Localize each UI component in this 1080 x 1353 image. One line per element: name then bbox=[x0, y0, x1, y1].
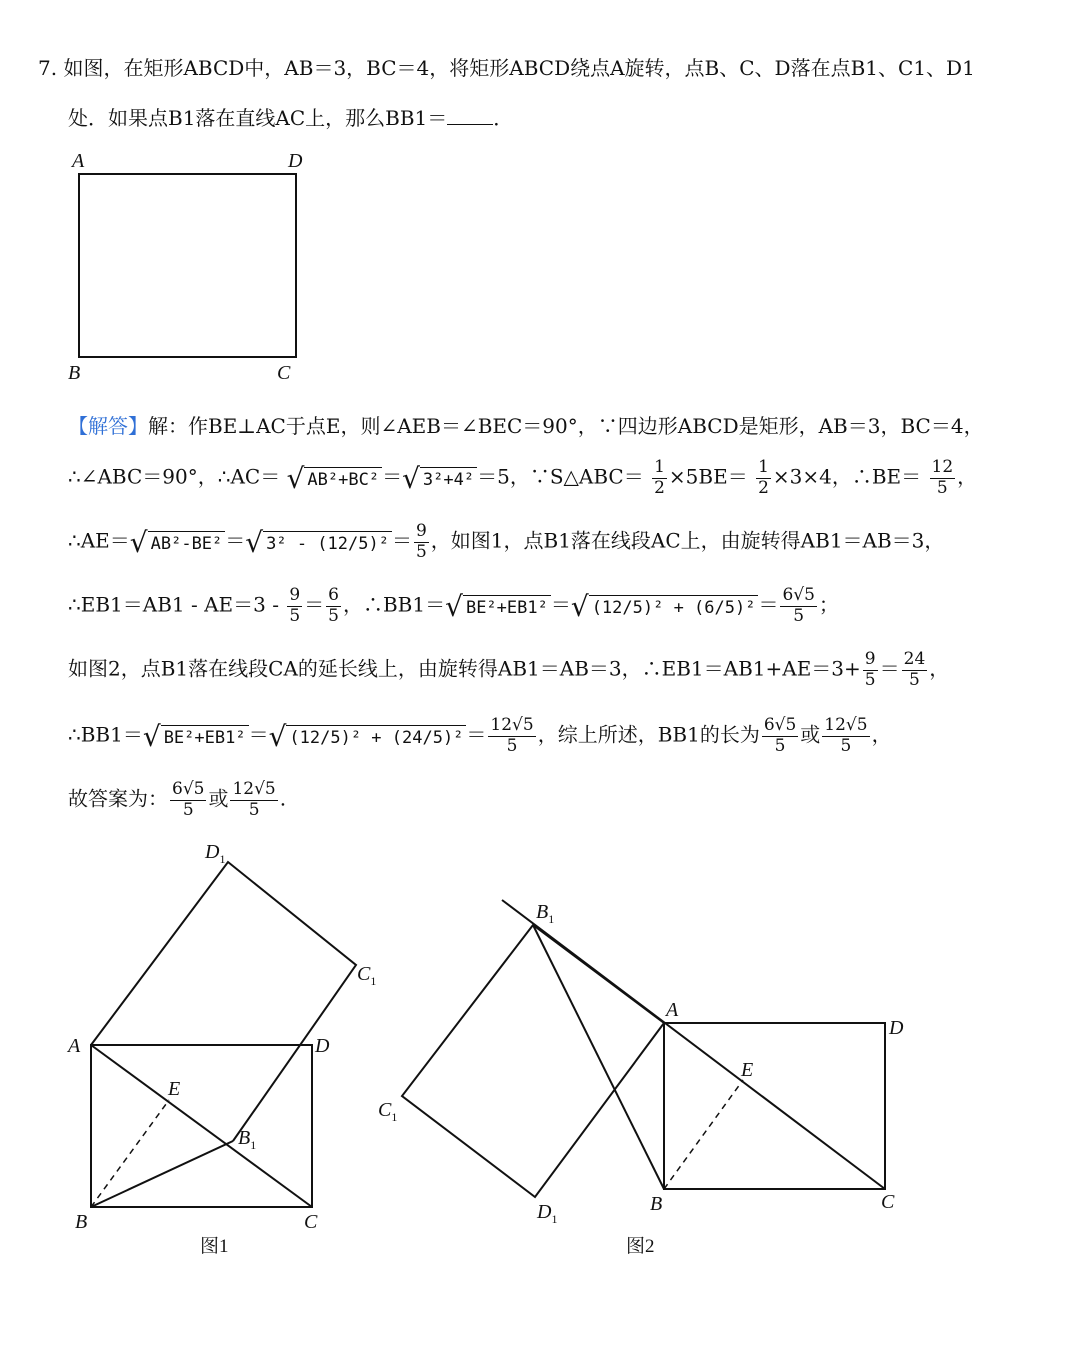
solution-text-2c: ×5BE＝ bbox=[668, 464, 748, 489]
answer-blank bbox=[447, 106, 493, 125]
segment-be-fig1 bbox=[91, 1100, 169, 1207]
sqrt-3-4: √ 3²+4² bbox=[402, 462, 477, 495]
question-number: 7. bbox=[38, 56, 58, 80]
fig2-label-c1: $C_1$ bbox=[378, 1099, 398, 1124]
solution-text-2d: ×3×4，∴BE＝ bbox=[772, 464, 922, 489]
question-stem-2: 处．如果点B1落在直线AC上，那么BB1＝ bbox=[68, 106, 448, 130]
fig1-caption: 图1 bbox=[200, 1236, 229, 1257]
solution-text-1: 解：作BE⊥AC于点E，则∠AEB＝∠BEC＝90°，∵四边形ABCD是矩形，AB＝3，BC＝4， bbox=[148, 414, 984, 438]
solution-line-6: ∴BB1＝√ BE²+EB1² ＝√ (12/5)² + (24/5)² ＝ $\frac{12√5}{5}$ ，综上所述，BB1的长为 $\frac{6√5}{5}$ 或 $\frac{12√5}{5}$ ， bbox=[68, 715, 892, 756]
fraction-ans1: $\frac{6√5}{5}$ bbox=[782, 585, 815, 626]
label-c: C bbox=[277, 362, 291, 384]
solution-text-2a: ∴∠ABC＝90°，∴AC＝ bbox=[68, 464, 281, 489]
solution-text-4a: ∴EB1＝AB1 - AE＝3 - bbox=[68, 592, 279, 617]
solution-line-1 bbox=[68, 410, 984, 439]
label-a: A bbox=[72, 150, 85, 172]
fig2-label-e: E bbox=[741, 1059, 754, 1081]
solution-text-3a: ∴AE＝ bbox=[68, 528, 130, 553]
rect-ab1c1d1-fig2 bbox=[402, 925, 664, 1197]
fig1-label-d: D bbox=[315, 1035, 330, 1057]
segment-bb1-fig2 bbox=[533, 925, 664, 1189]
solution-text-5: 如图2，点B1落在线段CA的延长线上，由旋转得AB1＝AB＝3，∴EB1＝AB1+AE＝3+ bbox=[68, 656, 861, 681]
question-stem-1: 如图，在矩形ABCD中，AB＝3，BC＝4，将矩形ABCD绕点A旋转，点B、C、D落在点B1、C1、D1 bbox=[63, 56, 975, 80]
fig2-label-b1: $B_1$ bbox=[536, 901, 555, 926]
diagonal-ac-fig1 bbox=[91, 1045, 312, 1207]
fig2-label-d1: $D_1$ bbox=[537, 1201, 558, 1226]
fraction-final-1: $\frac{6√5}{5}$ bbox=[172, 779, 205, 820]
sqrt-125-65: √ (12/5)² + (6/5)² bbox=[571, 590, 759, 623]
fig2-label-d: D bbox=[889, 1017, 904, 1039]
fraction-ae-2: $\frac{9}{5}$ bbox=[289, 585, 301, 626]
fig2-label-b: B bbox=[650, 1193, 663, 1215]
fig1-label-d1: $D_1$ bbox=[205, 841, 226, 866]
solution-line-4: ∴EB1＝AB1 - AE＝3 - $\frac{9}{5}$ ＝ $\frac{6}{5}$ ，∴BB1＝√ BE²+EB1² ＝√ (12/5)² + (6/5)² ＝ $\frac{6√5}{5}$ ； bbox=[68, 585, 839, 626]
label-d: D bbox=[288, 150, 303, 172]
segment-be-fig2 bbox=[664, 1080, 743, 1189]
solution-text-2b: ＝5，∵S△ABC＝ bbox=[477, 464, 644, 489]
sqrt-be-eb1: √ BE²+EB1² bbox=[445, 590, 551, 623]
fig2-caption: 图2 bbox=[626, 1236, 655, 1257]
question-figure bbox=[60, 145, 320, 390]
solution-text-4b: ，∴BB1＝ bbox=[342, 592, 446, 617]
sqrt-be-eb1-2: √ BE²+EB1² bbox=[143, 720, 249, 753]
solution-text-3b: ，如图1，点B1落在线段AC上，由旋转得AB1＝AB＝3， bbox=[430, 528, 945, 553]
fraction-half-1: $\frac{1}{2}$ bbox=[654, 457, 665, 498]
segment-bb1-fig1 bbox=[91, 1141, 233, 1207]
fraction-final-2: $\frac{12√5}{5}$ bbox=[232, 779, 276, 820]
solution-line-3: ∴AE＝√ AB²-BE² ＝√ 3² - (12/5)² ＝ $\frac{9}{5}$ ，如图1，点B1落在线段AC上，由旋转得AB1＝AB＝3， bbox=[68, 521, 945, 562]
sqrt-ab-bc: √ AB²+BC² bbox=[287, 462, 383, 495]
fig1-label-a: A bbox=[68, 1035, 81, 1057]
fraction-eb1: $\frac{6}{5}$ bbox=[328, 585, 339, 626]
fraction-be: $\frac{12}{5}$ bbox=[931, 457, 954, 498]
line-ca-extended bbox=[502, 900, 885, 1189]
solution-text-6c: 或 bbox=[800, 722, 821, 747]
figure-1 bbox=[66, 841, 376, 1257]
fraction-ans1-2: $\frac{6√5}{5}$ bbox=[763, 715, 797, 756]
fraction-ae: $\frac{9}{5}$ bbox=[415, 521, 427, 562]
fig1-label-b1: $B_1$ bbox=[238, 1127, 257, 1152]
solution-text-7a: 故答案为： bbox=[68, 786, 168, 811]
solution-line-5: 如图2，点B1落在线段CA的延长线上，由旋转得AB1＝AB＝3，∴EB1＝AB1+AE＝3+ $\frac{9}{5}$ ＝ $\frac{24}{5}$ ， bbox=[68, 649, 950, 690]
fig1-label-c: C bbox=[304, 1211, 318, 1233]
fraction-ans2-2: $\frac{12√5}{5}$ bbox=[824, 715, 868, 756]
solution-line-2: ∴∠ABC＝90°，∴AC＝ √ AB²+BC² ＝√ 3²+4² ＝5，∵S△ABC＝ $\frac{1}{2}$ ×5BE＝ $\frac{1}{2}$ ×3×4，∴BE＝ $\frac{12}{5}$ ， bbox=[68, 457, 978, 498]
solution-figures bbox=[0, 830, 1080, 1270]
solution-text-7b: 或 bbox=[208, 786, 229, 811]
rect-ab1c1d1 bbox=[91, 862, 356, 1141]
fig1-label-e: E bbox=[168, 1078, 181, 1100]
fraction-ans2: $\frac{12√5}{5}$ bbox=[490, 715, 534, 756]
sqrt-ab-be: √ AB²-BE² bbox=[130, 526, 226, 559]
fig1-label-c1: $C_1$ bbox=[357, 963, 377, 988]
fig2-label-a: A bbox=[666, 999, 679, 1021]
question-stem-end: ． bbox=[493, 106, 514, 130]
sqrt-3-125: √ 3² - (12/5)² bbox=[245, 526, 392, 559]
solution-text-6b: ，综上所述，BB1的长为 bbox=[537, 722, 760, 747]
label-b: B bbox=[68, 362, 81, 384]
fraction-half-2: $\frac{1}{2}$ bbox=[758, 457, 769, 498]
figure-2 bbox=[378, 900, 904, 1257]
sqrt-125-245: √ (12/5)² + (24/5)² bbox=[269, 720, 467, 753]
fraction-eb1-2: $\frac{24}{5}$ bbox=[903, 649, 926, 690]
solution-text-6a: ∴BB1＝ bbox=[68, 722, 143, 747]
fig2-label-c: C bbox=[881, 1191, 895, 1213]
question-line-1 bbox=[38, 52, 975, 81]
solution-tag: 【解答】 bbox=[68, 414, 148, 438]
fraction-ae-3: $\frac{9}{5}$ bbox=[864, 649, 876, 690]
question-line-2 bbox=[68, 102, 513, 131]
rectangle-abcd bbox=[79, 174, 296, 357]
solution-line-7: 故答案为： $\frac{6√5}{5}$ 或 $\frac{12√5}{5}$ . bbox=[68, 779, 287, 820]
fig1-label-b: B bbox=[75, 1211, 88, 1233]
